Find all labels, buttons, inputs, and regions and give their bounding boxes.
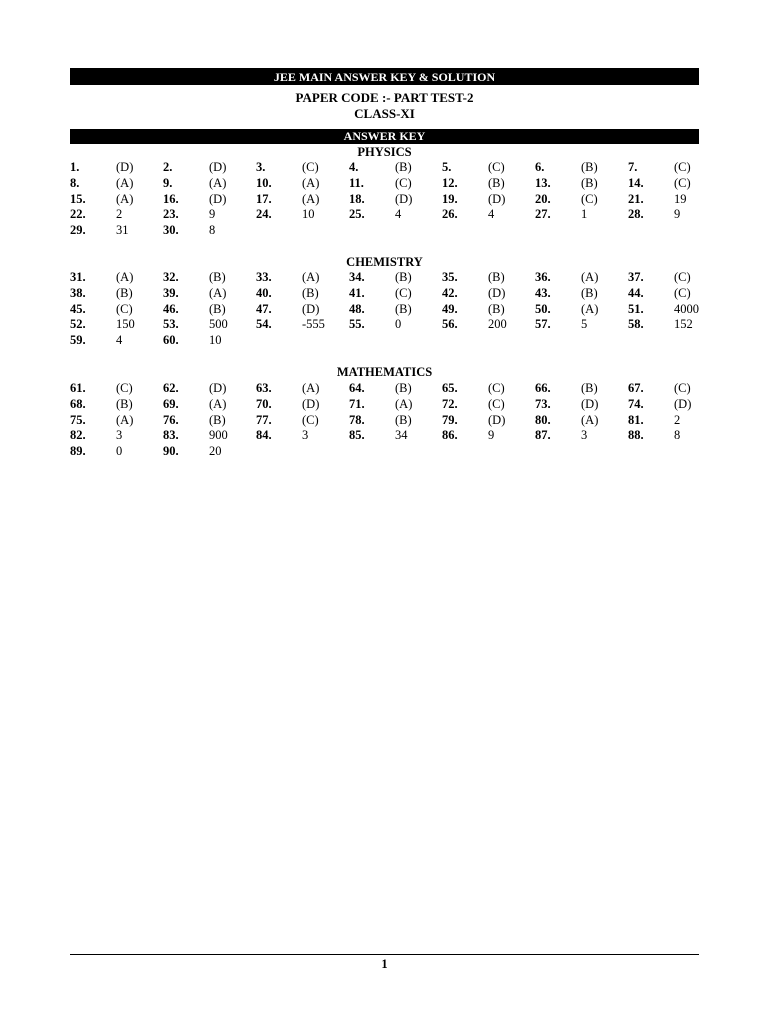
answer-value: (C) [674, 381, 691, 395]
answer-value: 10 [302, 207, 315, 222]
answer-value: (A) [302, 175, 320, 190]
answer-value: (A) [395, 396, 413, 411]
answer-value: (C) [488, 396, 505, 411]
question-number: 30. [163, 223, 179, 238]
answer-value: (A) [209, 285, 227, 300]
question-number: 15. [70, 191, 86, 206]
answer-value: (B) [302, 285, 319, 300]
question-number: 68. [70, 396, 86, 411]
document-title: JEE MAIN ANSWER KEY & SOLUTION [273, 70, 496, 84]
question-number: 6. [535, 160, 545, 174]
question-number: 49. [442, 301, 458, 316]
answer-value: 10 [209, 333, 222, 348]
question-number: 5. [442, 160, 452, 174]
question-number: 81. [628, 412, 644, 427]
answer-value: (B) [395, 381, 412, 395]
question-number: 38. [70, 285, 86, 300]
section-title-chemistry: CHEMISTRY [346, 255, 423, 269]
answer-row [70, 397, 710, 413]
answer-value: 4000 [674, 301, 699, 316]
answer-value: 3 [116, 428, 123, 443]
question-number: 22. [70, 207, 86, 222]
question-number: 35. [442, 270, 458, 284]
physics-answer-grid [70, 160, 710, 239]
answer-value: -555 [302, 317, 325, 332]
question-number: 58. [628, 317, 644, 332]
question-number: 63. [256, 381, 272, 395]
question-number: 51. [628, 301, 644, 316]
answer-value: (B) [209, 301, 226, 316]
section-title-mathematics: MATHEMATICS [336, 365, 433, 379]
question-number: 84. [256, 428, 272, 443]
question-number: 64. [349, 381, 365, 395]
question-number: 57. [535, 317, 551, 332]
answer-value: (D) [209, 381, 227, 395]
question-number: 75. [70, 412, 86, 427]
question-number: 71. [349, 396, 365, 411]
question-number: 65. [442, 381, 458, 395]
answer-value: (A) [581, 301, 599, 316]
class-label: CLASS-XI [354, 106, 415, 121]
answer-value: 34 [395, 428, 408, 443]
question-number: 14. [628, 175, 644, 190]
answer-value: (A) [581, 270, 599, 284]
answer-row [70, 413, 710, 429]
answer-value: 31 [116, 223, 129, 238]
answer-value: (B) [395, 270, 412, 284]
answer-value: 152 [674, 317, 693, 332]
answer-row [70, 286, 710, 302]
question-number: 72. [442, 396, 458, 411]
chemistry-answer-grid [70, 270, 710, 349]
question-number: 69. [163, 396, 179, 411]
question-number: 17. [256, 191, 272, 206]
answer-value: 9 [209, 207, 216, 222]
question-number: 23. [163, 207, 179, 222]
answer-row [70, 176, 710, 192]
question-number: 20. [535, 191, 551, 206]
answer-value: (B) [488, 270, 505, 284]
answer-value: (B) [116, 285, 133, 300]
answer-value: (D) [302, 301, 320, 316]
answer-value: (D) [209, 160, 227, 174]
question-number: 70. [256, 396, 272, 411]
question-number: 28. [628, 207, 644, 222]
question-number: 36. [535, 270, 551, 284]
question-number: 80. [535, 412, 551, 427]
question-number: 46. [163, 301, 179, 316]
answer-value: (A) [302, 381, 320, 395]
question-number: 33. [256, 270, 272, 284]
answer-value: 20 [209, 444, 222, 459]
answer-key-bar [70, 129, 699, 144]
answer-row [70, 160, 710, 176]
question-number: 82. [70, 428, 86, 443]
answer-row [70, 223, 710, 239]
footer-divider [70, 954, 699, 955]
answer-value: 9 [674, 207, 681, 222]
answer-row [70, 428, 710, 444]
question-number: 48. [349, 301, 365, 316]
question-number: 13. [535, 175, 551, 190]
question-number: 77. [256, 412, 272, 427]
question-number: 3. [256, 160, 266, 174]
answer-value: (C) [395, 175, 412, 190]
question-number: 88. [628, 428, 644, 443]
question-number: 34. [349, 270, 365, 284]
answer-value: (C) [302, 412, 319, 427]
question-number: 21. [628, 191, 644, 206]
question-number: 8. [70, 175, 80, 190]
question-number: 74. [628, 396, 644, 411]
answer-value: (C) [116, 381, 133, 395]
answer-value: (C) [488, 381, 505, 395]
answer-value: 5 [581, 317, 588, 332]
answer-value: (A) [209, 396, 227, 411]
answer-value: 4 [116, 333, 123, 348]
question-number: 1. [70, 160, 80, 174]
answer-value: 900 [209, 428, 228, 443]
answer-value: (A) [302, 270, 320, 284]
answer-value: (C) [302, 160, 319, 174]
answer-value: (D) [674, 396, 692, 411]
answer-row [70, 381, 710, 397]
answer-value: (B) [581, 381, 598, 395]
question-number: 26. [442, 207, 458, 222]
question-number: 2. [163, 160, 173, 174]
question-number: 55. [349, 317, 365, 332]
question-number: 53. [163, 317, 179, 332]
page-number: 1 [381, 957, 388, 971]
question-number: 19. [442, 191, 458, 206]
answer-value: (D) [116, 160, 134, 174]
question-number: 25. [349, 207, 365, 222]
question-number: 7. [628, 160, 638, 174]
answer-value: (C) [674, 285, 691, 300]
question-number: 41. [349, 285, 365, 300]
question-number: 44. [628, 285, 644, 300]
question-number: 87. [535, 428, 551, 443]
answer-value: (B) [209, 412, 226, 427]
answer-value: 2 [674, 412, 681, 427]
question-number: 29. [70, 223, 86, 238]
question-number: 40. [256, 285, 272, 300]
answer-value: 2 [116, 207, 123, 222]
answer-value: (D) [488, 412, 506, 427]
answer-value: (B) [488, 175, 505, 190]
question-number: 73. [535, 396, 551, 411]
answer-row [70, 207, 710, 223]
answer-value: 0 [116, 444, 123, 459]
question-number: 67. [628, 381, 644, 395]
answer-value: (A) [581, 412, 599, 427]
answer-value: (B) [395, 412, 412, 427]
answer-value: (C) [674, 175, 691, 190]
answer-value: 19 [674, 191, 687, 206]
question-number: 59. [70, 333, 86, 348]
question-number: 37. [628, 270, 644, 284]
answer-value: 8 [674, 428, 681, 443]
question-number: 62. [163, 381, 179, 395]
question-number: 56. [442, 317, 458, 332]
answer-row [70, 333, 710, 349]
question-number: 83. [163, 428, 179, 443]
answer-value: 0 [395, 317, 402, 332]
document-title-bar [70, 68, 699, 85]
answer-value: (C) [581, 191, 598, 206]
question-number: 66. [535, 381, 551, 395]
answer-value: (D) [209, 191, 227, 206]
question-number: 18. [349, 191, 365, 206]
answer-value: (B) [395, 160, 412, 174]
mathematics-answer-grid [70, 381, 710, 460]
answer-value: (D) [488, 191, 506, 206]
answer-value: 8 [209, 223, 216, 238]
answer-value: 3 [302, 428, 309, 443]
answer-value: (C) [674, 270, 691, 284]
answer-value: (A) [209, 175, 227, 190]
answer-value: (B) [581, 175, 598, 190]
question-number: 31. [70, 270, 86, 284]
question-number: 52. [70, 317, 86, 332]
answer-value: (A) [302, 191, 320, 206]
question-number: 24. [256, 207, 272, 222]
answer-row [70, 317, 710, 333]
question-number: 12. [442, 175, 458, 190]
answer-value: (B) [581, 285, 598, 300]
question-number: 86. [442, 428, 458, 443]
answer-value: (B) [116, 396, 133, 411]
answer-value: (A) [116, 270, 134, 284]
question-number: 9. [163, 175, 173, 190]
answer-key-heading: ANSWER KEY [343, 129, 426, 143]
question-number: 89. [70, 444, 86, 459]
question-number: 61. [70, 381, 86, 395]
question-number: 10. [256, 175, 272, 190]
question-number: 16. [163, 191, 179, 206]
answer-value: (A) [116, 412, 134, 427]
question-number: 60. [163, 333, 179, 348]
answer-value: (D) [488, 285, 506, 300]
question-number: 42. [442, 285, 458, 300]
question-number: 45. [70, 301, 86, 316]
answer-row [70, 270, 710, 286]
question-number: 32. [163, 270, 179, 284]
answer-value: (B) [395, 301, 412, 316]
answer-value: 4 [488, 207, 495, 222]
question-number: 78. [349, 412, 365, 427]
answer-value: (C) [116, 301, 133, 316]
answer-row [70, 302, 710, 318]
answer-value: 1 [581, 207, 588, 222]
answer-value: (C) [488, 160, 505, 174]
question-number: 85. [349, 428, 365, 443]
paper-code: PAPER CODE :- PART TEST-2 [295, 90, 474, 105]
question-number: 4. [349, 160, 359, 174]
answer-value: (B) [581, 160, 598, 174]
question-number: 90. [163, 444, 179, 459]
answer-value: (D) [395, 191, 413, 206]
answer-value: (B) [209, 270, 226, 284]
answer-value: (D) [302, 396, 320, 411]
answer-value: (B) [488, 301, 505, 316]
answer-value: (A) [116, 175, 134, 190]
question-number: 43. [535, 285, 551, 300]
question-number: 50. [535, 301, 551, 316]
answer-value: 500 [209, 317, 228, 332]
answer-value: (D) [581, 396, 599, 411]
answer-value: 4 [395, 207, 402, 222]
answer-value: 200 [488, 317, 507, 332]
question-number: 54. [256, 317, 272, 332]
answer-value: (C) [395, 285, 412, 300]
answer-value: 150 [116, 317, 135, 332]
section-title-physics: PHYSICS [357, 145, 412, 159]
answer-row [70, 192, 710, 208]
answer-value: (A) [116, 191, 134, 206]
question-number: 79. [442, 412, 458, 427]
question-number: 27. [535, 207, 551, 222]
question-number: 39. [163, 285, 179, 300]
question-number: 76. [163, 412, 179, 427]
answer-value: 9 [488, 428, 495, 443]
question-number: 47. [256, 301, 272, 316]
answer-row [70, 444, 710, 460]
answer-value: 3 [581, 428, 588, 443]
answer-value: (C) [674, 160, 691, 174]
question-number: 11. [349, 175, 364, 190]
